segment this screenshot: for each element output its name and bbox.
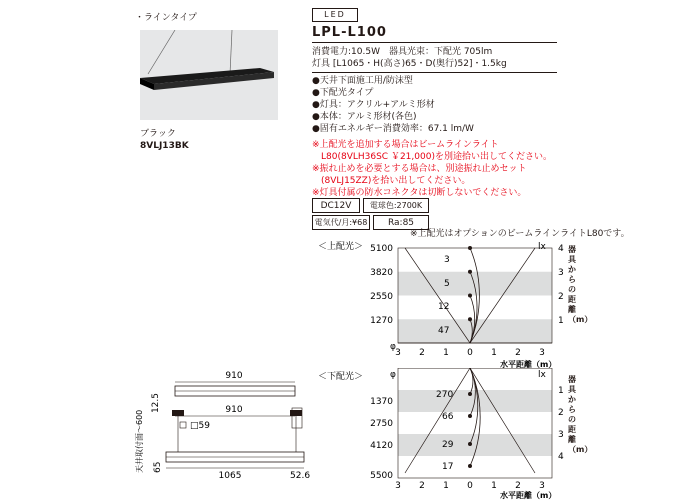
x-tick: 1 [491, 481, 497, 491]
diameter-label: 5100 [370, 244, 393, 254]
lux-point [468, 392, 472, 396]
distance-label: 2 [558, 408, 564, 418]
lower-y-axis-label: 器具からの距離（m） [568, 375, 593, 454]
square-label: □59 [190, 421, 210, 431]
lux-point [468, 246, 472, 250]
height-bottom-label: 65 [153, 461, 163, 473]
x-tick: 2 [419, 481, 425, 491]
x-tick: 3 [539, 348, 545, 358]
dimension-drawing [130, 368, 310, 500]
lux-point [468, 414, 472, 418]
spec-line-1: 消費電力:10.5W 器具光束：下配光 705lm [312, 47, 493, 57]
price-badge: 電気代/月:¥68 [312, 215, 370, 230]
feature-item: ●天井下面施工用/防沫型 [312, 76, 413, 86]
diameter-label: 4120 [370, 441, 393, 451]
distance-label: 4 [558, 244, 564, 254]
lux-label: 3 [444, 255, 450, 265]
lux-label: 12 [438, 302, 450, 312]
diameter-label: 5500 [370, 471, 393, 481]
lux-point [468, 294, 472, 298]
ra-badge: Ra:85 [373, 215, 429, 230]
unit-label: lx [538, 242, 546, 252]
x-tick: 2 [515, 481, 521, 491]
square-marker [180, 422, 186, 428]
notes [312, 139, 552, 199]
x-axis-label: 水平距離（m） [500, 491, 557, 500]
note-line: (8VLJ15ZZ)を拾い出してください。 [312, 176, 471, 186]
x-tick: 3 [539, 481, 545, 491]
feature-list [312, 75, 474, 135]
lower-chart-label: ＜下配光＞ [318, 372, 364, 382]
x-tick: 1 [491, 348, 497, 358]
lux-point [468, 464, 472, 468]
x-tick: 2 [419, 348, 425, 358]
lux-point [468, 317, 472, 321]
diameter-label: 3820 [370, 268, 393, 278]
note-line: ※振れ止めを必要とする場合は、別途振れ止めセット [312, 164, 527, 174]
upper-y-axis-label: 器具からの距離（m） [568, 245, 593, 324]
lux-label: 270 [436, 390, 454, 400]
unit-label: lx [538, 370, 546, 380]
product-photo [140, 30, 278, 120]
lux-label: 66 [442, 412, 454, 422]
color-temp-badge: 電球色:2700K [363, 198, 429, 213]
beam-cone [405, 368, 535, 473]
x-tick: 1 [443, 481, 449, 491]
lux-label: 5 [444, 279, 450, 289]
lux-label: 17 [442, 462, 454, 472]
x-tick: 3 [395, 348, 401, 358]
upper-chart-label: ＜上配光＞ [318, 242, 364, 252]
ceiling-mount [172, 410, 184, 416]
band [398, 319, 552, 343]
note-line: ※上配光を追加する場合はビームラインライト [312, 140, 499, 150]
lux-point [468, 270, 472, 274]
diameter-label: 1270 [370, 316, 393, 326]
height-top-label: 12.5 [151, 393, 161, 414]
feature-item: ●固有エネルギー消費効率：67.1 lm/W [312, 124, 474, 134]
product-code: 8VLJ13BK [140, 141, 189, 151]
bottom-width-label: 1065 [218, 471, 242, 481]
lux-point [468, 442, 472, 446]
lux-label: 29 [442, 440, 454, 450]
distance-label: 3 [558, 268, 564, 278]
distance-label: 2 [558, 292, 564, 302]
spec-line-2: 灯具 [L1065・H(高さ)65・D(奥行)52]・1.5kg [312, 59, 507, 69]
feature-item: ●本体：アルミ形材(各色) [312, 112, 417, 122]
phi-label: φ [390, 370, 396, 380]
distance-label: 3 [558, 430, 564, 440]
title-rule [312, 42, 557, 43]
product-color: ブラック [140, 129, 176, 139]
phi-label: φ [390, 342, 396, 352]
distance-label: 4 [558, 452, 564, 462]
ceiling-label: 天井取付面〜600 [135, 409, 144, 473]
note-line: L80(8VLH36SC ￥21,000)を別途拾い出してください。 [312, 152, 552, 162]
feature-item: ●灯具：アクリル+アルミ形材 [312, 100, 435, 110]
lux-label: 47 [438, 326, 450, 336]
mid-width-label: 910 [225, 405, 243, 415]
product-image [140, 30, 278, 120]
diameter-label: 2550 [370, 292, 393, 302]
upper-chart-note: ※上配光はオプションのビームラインライトL80です。 [410, 229, 630, 239]
voltage-badge: DC12V [312, 198, 360, 213]
right-dim-label: 52.6 [290, 471, 310, 481]
spec-rule [312, 72, 557, 73]
category-badge: LED [312, 8, 358, 22]
distance-label: 1 [558, 316, 564, 326]
feature-item: ●下配光タイプ [312, 88, 374, 98]
x-tick: 3 [395, 481, 401, 491]
x-tick: 2 [515, 348, 521, 358]
model-title: LPL-L100 [312, 25, 387, 40]
diameter-label: 2750 [370, 419, 393, 429]
top-width-label: 910 [225, 371, 243, 381]
diameter-label: 1370 [370, 397, 393, 407]
x-tick: 0 [467, 481, 473, 491]
section-label: ・ラインタイプ [135, 13, 197, 23]
x-axis-label: 水平距離（m） [500, 360, 557, 369]
distance-label: 1 [558, 386, 564, 396]
x-tick: 0 [467, 348, 473, 358]
note-line: ※灯具付属の防水コネクタは切断しないでください。 [312, 188, 527, 198]
band [398, 272, 552, 296]
x-tick: 1 [443, 348, 449, 358]
